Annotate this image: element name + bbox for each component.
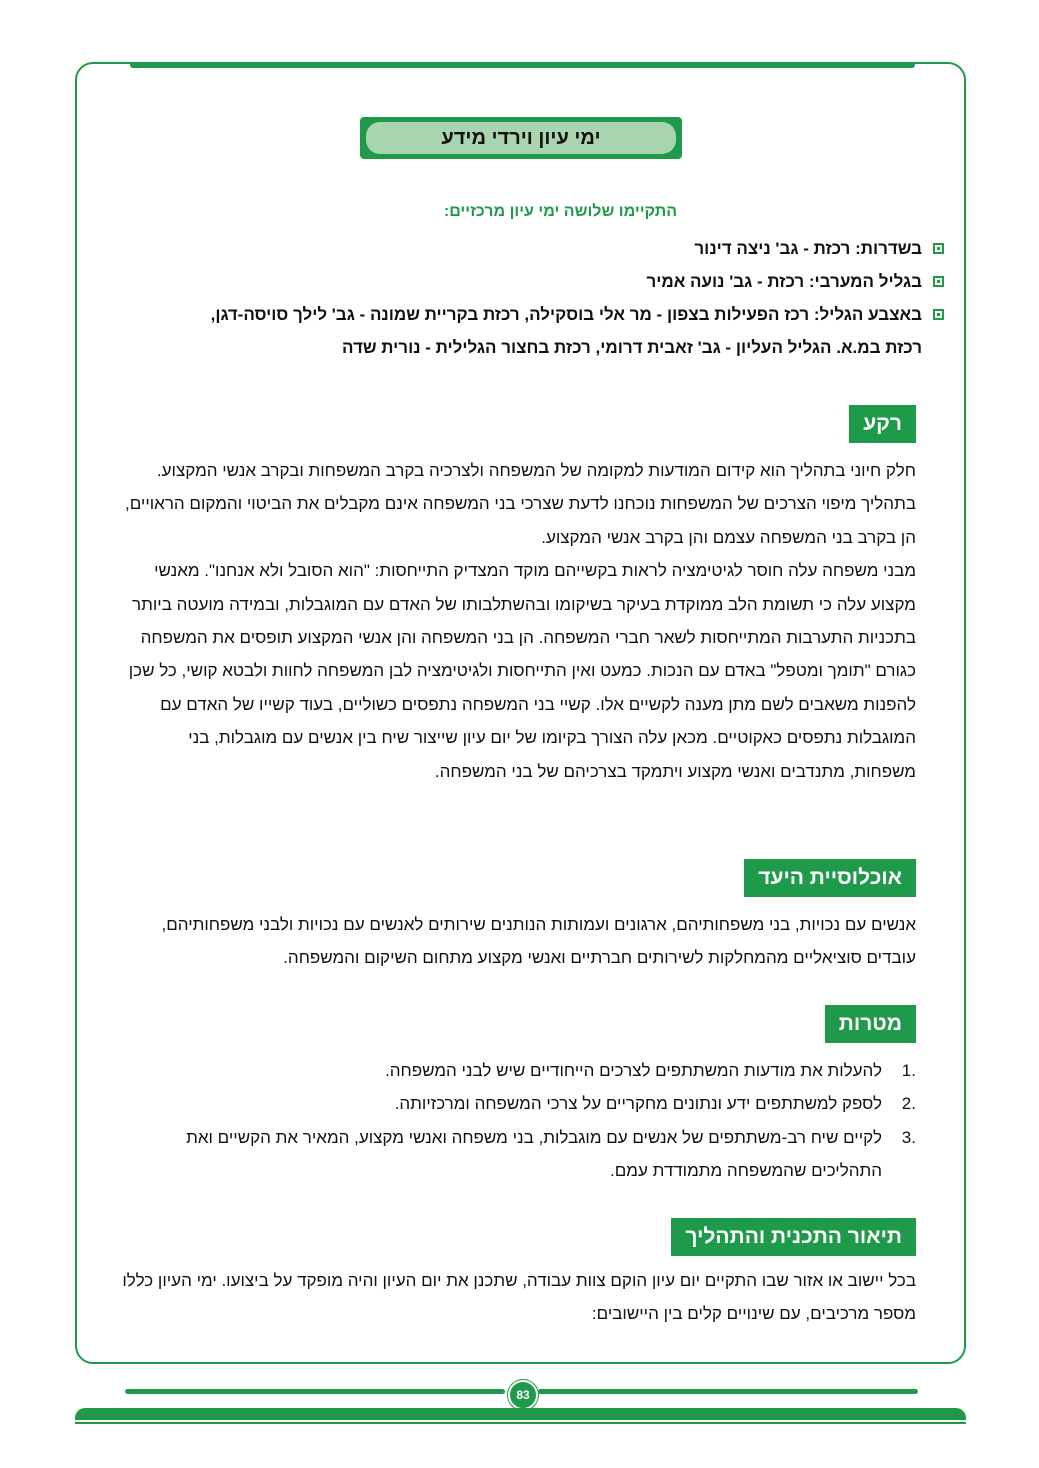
section-heading-text: אוכלוסיית היעד	[758, 866, 902, 889]
goal-number: .1	[901, 1061, 916, 1080]
bullet-square-icon	[933, 243, 944, 254]
page-title-inner	[366, 122, 676, 154]
location-text: רכזת - גב' נועה אמיר	[646, 272, 809, 291]
bottom-bar	[75, 1408, 966, 1420]
intro-text: התקיימו שלושה ימי עיון מרכזיים:	[443, 203, 677, 220]
location-text-line2: רכזת במ.א. הגליל העליון - גב' זאבית דרומי, רכזת בחצור הגלילית - נורית שדה	[342, 338, 922, 357]
page-number-badge	[508, 1380, 538, 1410]
location-text: רכז הפעילות בצפון - מר אלי בוסקילה, רכזת בקריית שמונה - גב' לילך סויסה-דגן,	[210, 305, 814, 324]
location-item	[104, 232, 944, 265]
location-item	[104, 265, 944, 298]
page-number: 83	[516, 1388, 530, 1402]
goal-number: .2	[901, 1094, 916, 1114]
section-heading-background	[849, 405, 916, 443]
goal-number: .3	[901, 1127, 916, 1147]
section-heading-text: מטרות	[838, 1012, 902, 1035]
section-heading-goals	[825, 1005, 916, 1043]
paragraph: מבני משפחה עלה חוסר לגיטימציה לראות בקשייהם מוקד המצדיק התייחסות: "הוא הסובל ולא אנחנו". מאנשי מקצוע עלה כי תשומת הלב ממוקדת בעיקר בשיקומו ובהשתלבותו של האדם עם המוגבלות, ובמידה מועטה ביותר בתכניות התערבות המתייחסות לשאר חברי המשפחה. הן בני המשפחה והן אנשי המקצוע תופסים את המשפחה כגורם "תומך ומטפל" באדם עם הנכות. כמעט ואין התייחסות ולגיטימציה לבן המשפחה לחוות ולבטא קושי, כל שכן להפנות משאבים לשם מתן מענה לקשיים אלו. קשיי בני המשפחה נתפסים כשוליים, בעוד קשייו של האדם עם המוגבלות נתפסים כאקוטיים. מכאן עלה הצורך בקיומו של יום עיון שייצור שיח בין אנשים עם מוגבלות, בני משפחות, מתנדבים ואנשי מקצוע ויתמקד בצרכיהם של בני המשפחה.	[128, 561, 916, 781]
location-lead: בגליל המערבי:	[808, 272, 922, 291]
page-title-box	[360, 117, 682, 159]
bullet-square-icon	[933, 309, 944, 320]
goal-text: לקיים שיח רב-משתתפים של אנשים עם מוגבלות, בני משפחה ואנשי מקצוע, המאיר את הקשיים ואת התהליכים שהמשפחה מתמודדת עמם.	[186, 1127, 882, 1181]
bottom-line	[75, 1422, 966, 1424]
section-heading-description	[671, 1218, 916, 1256]
location-lead: בשדרות:	[855, 239, 922, 258]
paragraph: אנשים עם נכויות, בני משפחותיהם, ארגונים ועמותות הנותנים שירותים לאנשים עם נכויות ולבני משפחותיהם, עובדים סוציאליים מהמחלקות לשירותים חברתיים ואנשי מקצוע מתחום השיקום והמשפחה.	[161, 915, 916, 968]
description-body	[121, 1264, 916, 1331]
paragraph: חלק חיוני בתהליך הוא קידום המודעות למקומה של המשפחה ולצרכיה בקרב המשפחות ובקרב אנשי המקצוע. בתהליך מיפוי הצרכים של המשפחות נוכחנו לדעת שצרכי בני המשפחה אינם מקבלים את הביטוי והמקום הראויים, הן בקרב בני המשפחה עצמם והן בקרב אנשי המקצוע.	[125, 461, 916, 547]
goal-item	[121, 1054, 916, 1087]
paragraph: בכל יישוב או אזור שבו התקיים יום עיון הוקם צוות עבודה, שתכנן את יום העיון והיה מופקד על ביצועו. ימי העיון כללו מספר מרכיבים, עם שינויים קלים בין היישובים:	[122, 1271, 916, 1324]
location-text: רכזת - גב' ניצה דינור	[694, 239, 856, 258]
section-heading-audience	[744, 859, 916, 897]
location-lead: באצבע הגליל:	[813, 305, 922, 324]
page-title: ימי עיון וירדי מידע	[441, 126, 601, 149]
audience-body	[121, 908, 916, 975]
goal-item	[121, 1087, 916, 1120]
top-rule	[130, 62, 915, 68]
location-item	[104, 298, 944, 364]
goal-text: להעלות את מודעות המשתתפים לצרכים הייחודיים שיש לבני המשפחה.	[385, 1061, 882, 1080]
section-heading-text: רקע	[863, 412, 902, 435]
footer-rule-left	[125, 1389, 505, 1394]
bullet-square-icon	[933, 276, 944, 287]
locations-list	[104, 232, 944, 364]
goals-list	[121, 1054, 916, 1188]
goal-item	[121, 1121, 916, 1188]
background-body	[121, 454, 916, 788]
section-heading-text: תיאור התכנית והתהליך	[685, 1225, 902, 1248]
goal-text: לספק למשתתפים ידע ונתונים מחקריים על צרכי המשפחה ומרכזיותה.	[394, 1094, 882, 1114]
footer-rule-right	[538, 1389, 918, 1394]
